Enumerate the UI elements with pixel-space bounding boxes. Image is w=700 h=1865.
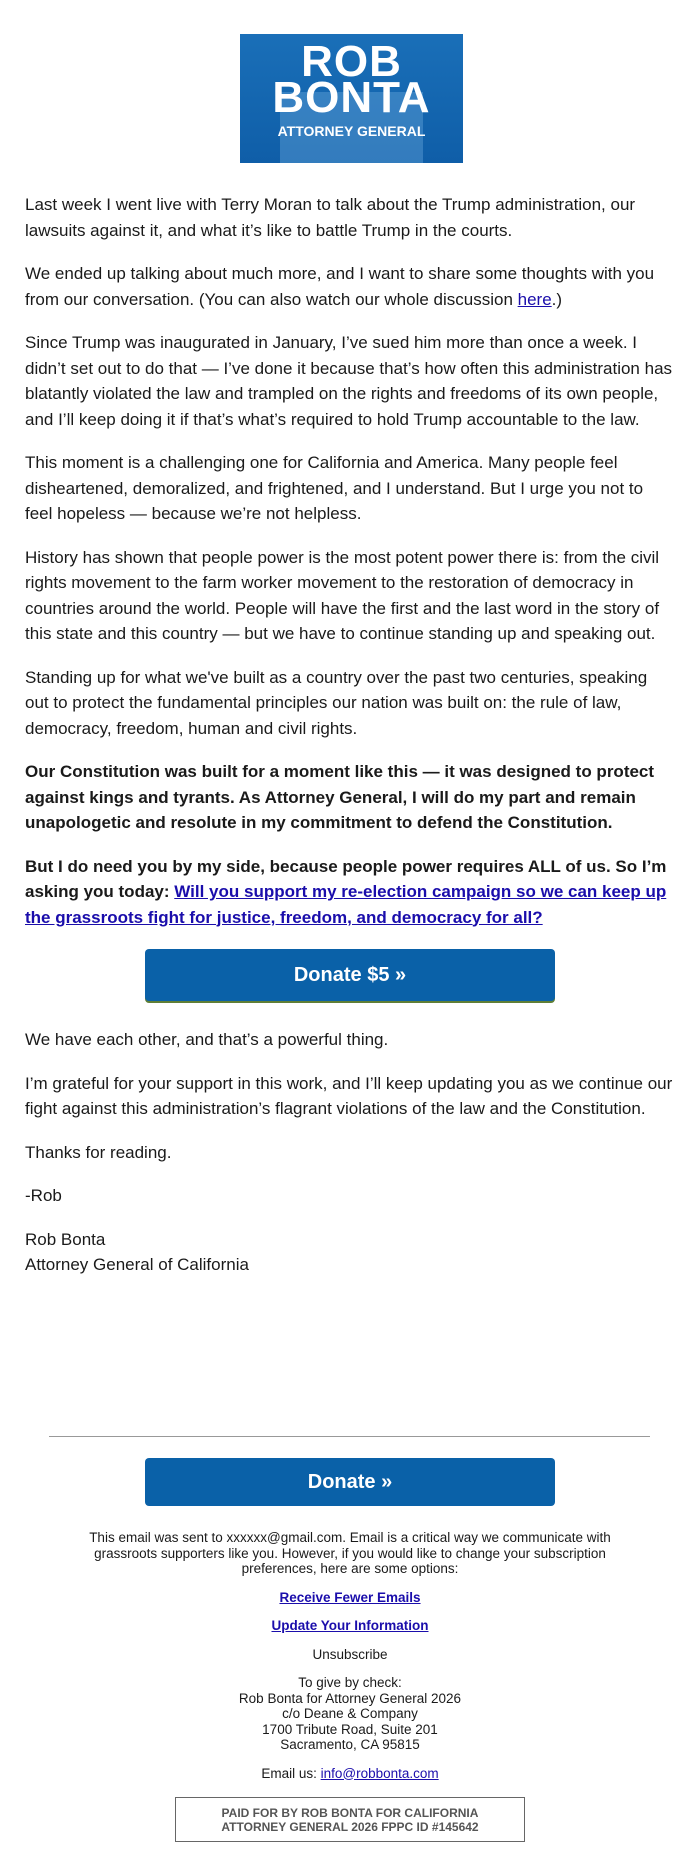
support-campaign-link[interactable]: Will you support my re-election campaign so we can keep up the grassroots fight for justice, freedom, and democracy for all? [25, 882, 667, 927]
check-street: 1700 Tribute Road, Suite 201 [262, 1721, 438, 1737]
email-body [25, 192, 675, 948]
paragraph-each-other: We have each other, and that’s a powerful thing. [25, 1030, 389, 1049]
logo-title: ATTORNEY GENERAL [277, 123, 426, 139]
paragraph-standing-up: Standing up for what we've built as a country over the past two centuries, speaking out to protect the fundamental principles our nation was built on: the rule of law, democracy, freedom, human and civil rights. [25, 667, 648, 738]
unsubscribe-link[interactable]: Unsubscribe [312, 1646, 388, 1662]
footer-divider [49, 1436, 650, 1437]
check-city: Sacramento, CA 95815 [280, 1737, 420, 1752]
paragraph-lawsuits: Since Trump was inaugurated in January, I’ve sued him more than once a week. I didn’t set out to do that — I’ve done it because that’s how often this administration has blatantly violated the law and trampled on the rights and freedoms of its own people, and I’ll keep doing it if that’s what’s required to hold Trump accountable to the law. [25, 333, 673, 429]
paragraph-grateful: I’m grateful for your support in this work, and I’ll keep updating you as we continue our fight against this administration’s flagrant violations of the law and the Constitution. [25, 1073, 673, 1118]
watch-discussion-link[interactable]: here [517, 289, 552, 309]
fewer-emails-row [60, 1590, 640, 1606]
email-us [60, 1766, 640, 1782]
logo-last-name: BONTA [272, 73, 431, 122]
signature-name: Rob Bonta [25, 1229, 106, 1249]
paragraph-constitution: Our Constitution was built for a moment like this — it was designed to protect against kings and tyrants. As Attorney General, I will do my part and remain unapologetic and resolute in my commitment to defend the Constitution. [25, 762, 655, 832]
check-heading: To give by check: [298, 1675, 402, 1690]
email-body-closing [25, 1027, 675, 1278]
paragraph-discussion-text: We ended up talking about much more, and I want to share some thoughts with you from our conversation. (You can also watch our whole discussion [25, 264, 655, 309]
paid-for-line1: PAID FOR BY ROB BONTA FOR CALIFORNIA [221, 1806, 479, 1820]
check-address [60, 1675, 640, 1753]
receive-fewer-emails-link[interactable]: Receive Fewer Emails [279, 1589, 421, 1605]
logo-first-name: ROB [301, 37, 402, 86]
paragraph-ask [25, 854, 675, 931]
paragraph-discussion-end: .) [551, 289, 563, 309]
paragraph-discussion [25, 261, 675, 312]
update-information-link[interactable]: Update Your Information [271, 1618, 429, 1633]
paragraph-thanks: Thanks for reading. [25, 1142, 172, 1162]
donate-footer-button[interactable]: Donate » [145, 1458, 555, 1506]
paragraph-intro: Last week I went live with Terry Moran to talk about the Trump administration, our lawsuits against it, and what it’s like to battle Trump in the courts. [25, 195, 636, 240]
subscription-notice: This email was sent to xxxxxx@gmail.com. Email is a critical way we communicate with grassroots supporters like you. However, if you would like to change your subscription preferences, here are some options: [89, 1530, 611, 1576]
campaign-logo [240, 34, 463, 163]
signature [25, 1227, 675, 1278]
paragraph-history: History has shown that people power is the most potent power there is: from the civil rights movement to the farm worker movement to the restoration of democracy in countries around the world. People will have the first and the last word in the story of this state and this country — but we have to continue standing up and speaking out. [25, 547, 660, 643]
paid-for-disclaimer [175, 1797, 525, 1842]
email-us-label: Email us: [261, 1765, 321, 1781]
check-payee: Rob Bonta for Attorney General 2026 [238, 1690, 462, 1706]
paragraph-signoff: -Rob [25, 1186, 62, 1205]
check-care-of: c/o Deane & Company [282, 1706, 418, 1721]
paid-for-line2: ATTORNEY GENERAL 2026 FPPC ID #145642 [221, 1820, 479, 1834]
paragraph-ask-text: But I do need you by my side, because people power requires ALL of us. So I’m asking you today: [25, 856, 667, 901]
signature-title: Attorney General of California [25, 1255, 249, 1274]
contact-email-link[interactable]: info@robbonta.com [320, 1765, 439, 1781]
donate-5-button[interactable]: Donate $5 » [145, 949, 555, 1001]
paragraph-moment: This moment is a challenging one for California and America. Many people feel disheartened, demoralized, and frightened, and I understand. But I urge you not to feel hopeless — because we’re not helpless. [25, 453, 644, 523]
email-footer [60, 1530, 640, 1794]
update-info-row [60, 1618, 640, 1634]
